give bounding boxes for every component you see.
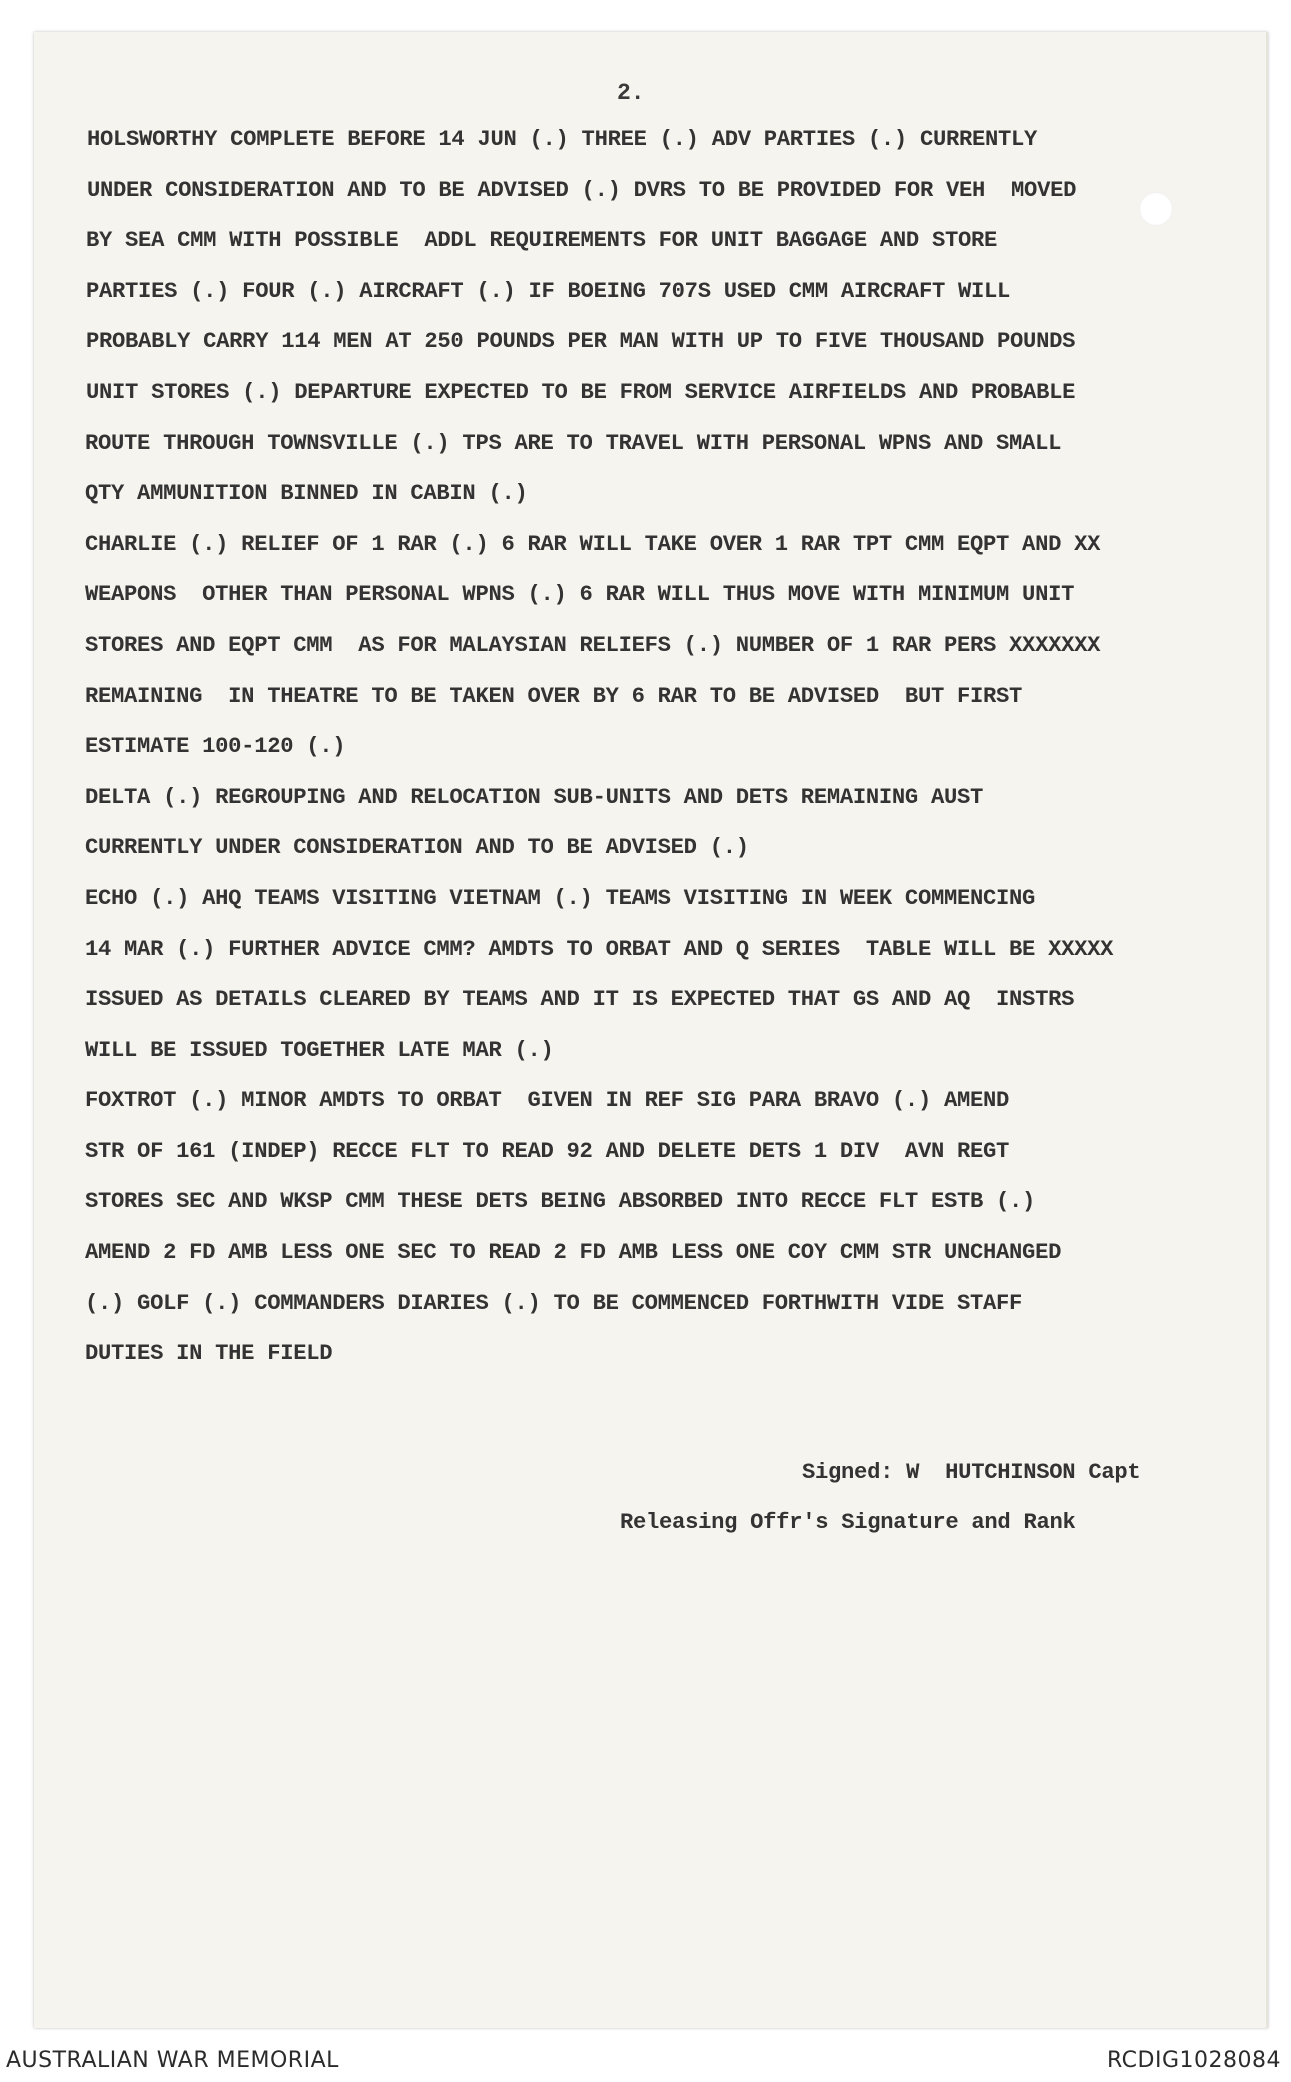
signature-line: Signed: W HUTCHINSON Capt [802,1460,1141,1485]
body-line: WILL BE ISSUED TOGETHER LATE MAR (.) [85,1037,554,1063]
body-line: STORES SEC AND WKSP CMM THESE DETS BEING ABSORBED INTO RECCE FLT ESTB (.) [85,1189,1036,1215]
body-line: ESTIMATE 100-120 (.) [85,734,346,760]
body-line: STR OF 161 (INDEP) RECCE FLT TO READ 92 AND DELETE DETS 1 DIV AVN REGT [85,1138,1010,1164]
body-line: CHARLIE (.) RELIEF OF 1 RAR (.) 6 RAR WILL TAKE OVER 1 RAR TPT CMM EQPT AND XX [85,531,1101,557]
footer-institution: AUSTRALIAN WAR MEMORIAL [6,2048,339,2073]
body-line: UNIT STORES (.) DEPARTURE EXPECTED TO BE FROM SERVICE AIRFIELDS AND PROBABLE [86,379,1076,405]
body-line: (.) GOLF (.) COMMANDERS DIARIES (.) TO BE COMMENCED FORTHWITH VIDE STAFF [85,1290,1023,1316]
body-line: ROUTE THROUGH TOWNSVILLE (.) TPS ARE TO TRAVEL WITH PERSONAL WPNS AND SMALL [85,430,1062,456]
signature-caption: Releasing Offr's Signature and Rank [620,1510,1076,1535]
body-line: STORES AND EQPT CMM AS FOR MALAYSIAN RELIEFS (.) NUMBER OF 1 RAR PERS XXXXXXX [85,632,1101,658]
footer-record-id: RCDIG1028084 [1106,2048,1281,2073]
body-line: 14 MAR (.) FURTHER ADVICE CMM? AMDTS TO ORBAT AND Q SERIES TABLE WILL BE XXXXX [85,936,1114,962]
body-line: ISSUED AS DETAILS CLEARED BY TEAMS AND IT IS EXPECTED THAT GS AND AQ INSTRS [85,987,1075,1013]
body-line: HOLSWORTHY COMPLETE BEFORE 14 JUN (.) THREE (.) ADV PARTIES (.) CURRENTLY [87,127,1038,152]
page-number: 2. [617,80,645,106]
body-line: FOXTROT (.) MINOR AMDTS TO ORBAT GIVEN IN REF SIG PARA BRAVO (.) AMEND [85,1088,1010,1114]
body-line: WEAPONS OTHER THAN PERSONAL WPNS (.) 6 RAR WILL THUS MOVE WITH MINIMUM UNIT [85,582,1075,608]
body-line: QTY AMMUNITION BINNED IN CABIN (.) [85,481,528,507]
body-line: REMAINING IN THEATRE TO BE TAKEN OVER BY 6 RAR TO BE ADVISED BUT FIRST [85,683,1023,709]
body-line: DELTA (.) REGROUPING AND RELOCATION SUB-UNITS AND DETS REMAINING AUST [85,784,984,810]
body-line: ECHO (.) AHQ TEAMS VISITING VIETNAM (.) TEAMS VISITING IN WEEK COMMENCING [85,885,1036,911]
message-body [85,125,1275,1390]
body-line: AMEND 2 FD AMB LESS ONE SEC TO READ 2 FD AMB LESS ONE COY CMM STR UNCHANGED [85,1240,1062,1266]
body-line: DUTIES IN THE FIELD [85,1341,333,1367]
body-line: CURRENTLY UNDER CONSIDERATION AND TO BE ADVISED (.) [85,835,749,861]
body-line: PARTIES (.) FOUR (.) AIRCRAFT (.) IF BOEING 707S USED CMM AIRCRAFT WILL [86,278,1011,304]
body-line: PROBABLY CARRY 114 MEN AT 250 POUNDS PER MAN WITH UP TO FIVE THOUSAND POUNDS [86,329,1076,355]
body-line: UNDER CONSIDERATION AND TO BE ADVISED (.) DVRS TO BE PROVIDED FOR VEH MOVED [87,177,1077,203]
body-line: BY SEA CMM WITH POSSIBLE ADDL REQUIREMENTS FOR UNIT BAGGAGE AND STORE [86,228,998,254]
